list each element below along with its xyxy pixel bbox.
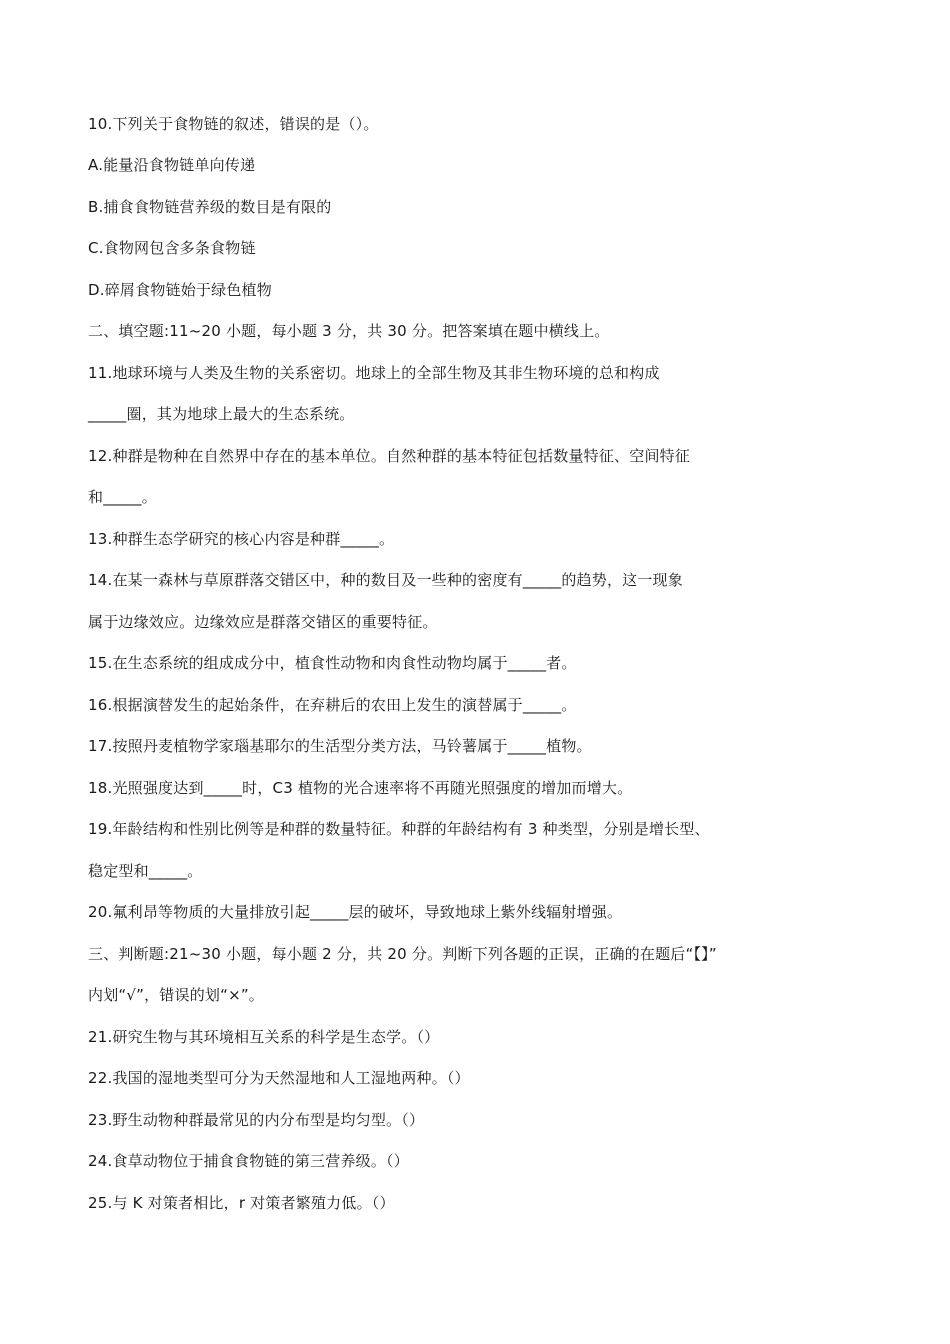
question-18: 18.光照强度达到_____时，C3 植物的光合速率将不再随光照强度的增加而增大。 <box>88 779 633 797</box>
question-10-option-b: B.捕食食物链营养级的数目是有限的 <box>88 198 332 216</box>
section-3-heading-line-1: 三、判断题:21~30 小题，每小题 2 分，共 20 分。判断下列各题的正误，正确的在题后“【】” <box>88 945 717 963</box>
question-10-stem: 10.下列关于食物链的叙述，错误的是（）。 <box>88 115 379 133</box>
question-14-line-1: 14.在某一森林与草原群落交错区中，种的数目及一些种的密度有_____的趋势，这一现象 <box>88 571 683 589</box>
question-12-line-2: 和_____。 <box>88 488 157 506</box>
question-17: 17.按照丹麦植物学家瑙基耶尔的生活型分类方法，马铃薯属于_____植物。 <box>88 737 592 755</box>
question-10-option-c: C.食物网包含多条食物链 <box>88 239 256 257</box>
question-19-line-2: 稳定型和_____。 <box>88 862 203 880</box>
question-11-line-1: 11.地球环境与人类及生物的关系密切。地球上的全部生物及其非生物环境的总和构成 <box>88 364 660 382</box>
question-15: 15.在生态系统的组成成分中，植食性动物和肉食性动物均属于_____者。 <box>88 654 577 672</box>
question-10-option-a: A.能量沿食物链单向传递 <box>88 156 256 174</box>
question-25: 25.与 K 对策者相比，r 对策者繁殖力低。（） <box>88 1194 395 1212</box>
question-16: 16.根据演替发生的起始条件，在弃耕后的农田上发生的演替属于_____。 <box>88 696 577 714</box>
question-22: 22.我国的湿地类型可分为天然湿地和人工湿地两种。（） <box>88 1069 470 1087</box>
question-23: 23.野生动物种群最常见的内分布型是均匀型。（） <box>88 1111 425 1129</box>
question-10-option-d: D.碎屑食物链始于绿色植物 <box>88 281 272 299</box>
question-12-line-1: 12.种群是物种在自然界中存在的基本单位。自然种群的基本特征包括数量特征、空间特征 <box>88 447 691 465</box>
question-13: 13.种群生态学研究的核心内容是种群_____。 <box>88 530 395 548</box>
question-11-line-2: _____圈，其为地球上最大的生态系统。 <box>88 405 355 423</box>
section-2-heading: 二、填空题:11~20 小题，每小题 3 分，共 30 分。把答案填在题中横线上。 <box>88 322 610 340</box>
question-21: 21.研究生物与其环境相互关系的科学是生态学。（） <box>88 1028 440 1046</box>
section-3-heading-line-2: 内划“√”，错误的划“×”。 <box>88 986 265 1004</box>
question-24: 24.食草动物位于捕食食物链的第三营养级。（） <box>88 1152 409 1170</box>
question-19-line-1: 19.年龄结构和性别比例等是种群的数量特征。种群的年龄结构有 3 种类型，分别是增长型、 <box>88 820 710 838</box>
question-20: 20.氟利昂等物质的大量排放引起_____层的破坏，导致地球上紫外线辐射增强。 <box>88 903 623 921</box>
question-14-line-2: 属于边缘效应。边缘效应是群落交错区的重要特征。 <box>88 613 438 631</box>
